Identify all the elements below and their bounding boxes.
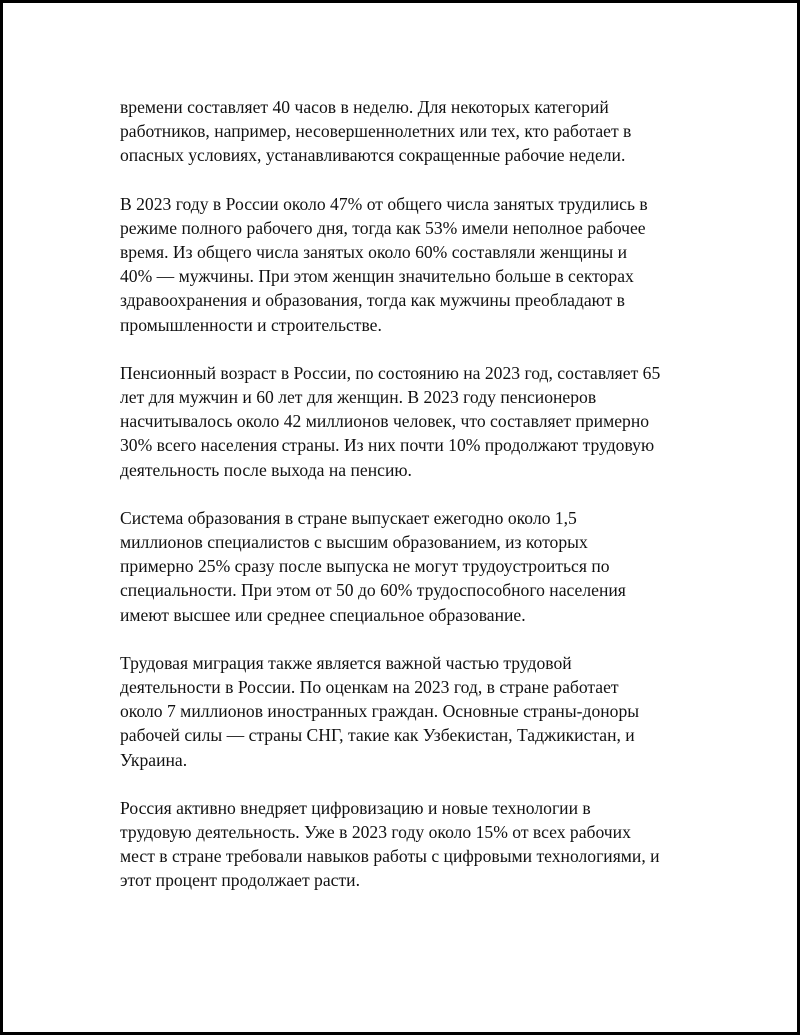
text-line: 40% — мужчины. При этом женщин значительно больше в секторах bbox=[120, 266, 634, 287]
text-line: примерно 25% сразу после выпуска не могут трудоустроиться по bbox=[120, 556, 610, 577]
text-line: промышленности и строительстве. bbox=[120, 314, 382, 335]
text-line: трудовую деятельность. Уже в 2023 году около 15% от всех рабочих bbox=[120, 822, 631, 843]
paragraph-employment-stats bbox=[120, 192, 700, 337]
text-line: около 7 миллионов иностранных граждан. Основные страны-доноры bbox=[120, 701, 640, 722]
text-line: 30% всего населения страны. Из них почти 10% продолжают трудовую bbox=[120, 435, 655, 456]
text-line: деятельности в России. По оценкам на 2023 год, в стране работает bbox=[120, 677, 619, 698]
text-line: Пенсионный возраст в России, по состоянию на 2023 год, составляет 65 bbox=[120, 362, 661, 383]
text-line: деятельность после выхода на пенсию. bbox=[120, 459, 412, 480]
text-line: специальности. При этом от 50 до 60% трудоспособного населения bbox=[120, 580, 626, 601]
text-line: режиме полного рабочего дня, тогда как 53% имели неполное рабочее bbox=[120, 217, 646, 238]
text-line: миллионов специалистов с высшим образованием, из которых bbox=[120, 532, 588, 553]
text-line: лет для мужчин и 60 лет для женщин. В 2023 году пенсионеров bbox=[120, 387, 597, 408]
text-line: Система образования в стране выпускает ежегодно около 1,5 bbox=[120, 507, 577, 528]
text-line: опасных условиях, устанавливаются сокращенные рабочие недели. bbox=[120, 145, 626, 166]
text-line: Россия активно внедряет цифровизацию и новые технологии в bbox=[120, 797, 591, 818]
document-body bbox=[120, 95, 700, 917]
text-line: здравоохранения и образования, тогда как мужчины преобладают в bbox=[120, 290, 625, 311]
paragraph-pension-age bbox=[120, 361, 700, 482]
paragraph-digitalization bbox=[120, 796, 700, 893]
text-line: этот процент продолжает расти. bbox=[120, 870, 360, 891]
text-line: работников, например, несовершеннолетних или тех, кто работает в bbox=[120, 121, 632, 142]
text-line: Трудовая миграция также является важной частью трудовой bbox=[120, 652, 572, 673]
text-line: мест в стране требовали навыков работы с цифровыми технологиями, и bbox=[120, 846, 660, 867]
text-line: В 2023 году в России около 47% от общего числа занятых трудились в bbox=[120, 193, 648, 214]
text-line: время. Из общего числа занятых около 60% составляли женщины и bbox=[120, 242, 628, 263]
text-line: времени составляет 40 часов в неделю. Для некоторых категорий bbox=[120, 97, 609, 117]
text-line: имеют высшее или среднее специальное образование. bbox=[120, 604, 526, 625]
text-line: насчитывалось около 42 миллионов человек, что составляет примерно bbox=[120, 411, 650, 432]
text-line: рабочей силы — страны СНГ, такие как Узбекистан, Таджикистан, и bbox=[120, 725, 635, 746]
paragraph-education-system bbox=[120, 506, 700, 627]
paragraph-labor-migration bbox=[120, 651, 700, 772]
paragraph-working-hours bbox=[120, 95, 700, 168]
text-line: Украина. bbox=[120, 749, 188, 770]
